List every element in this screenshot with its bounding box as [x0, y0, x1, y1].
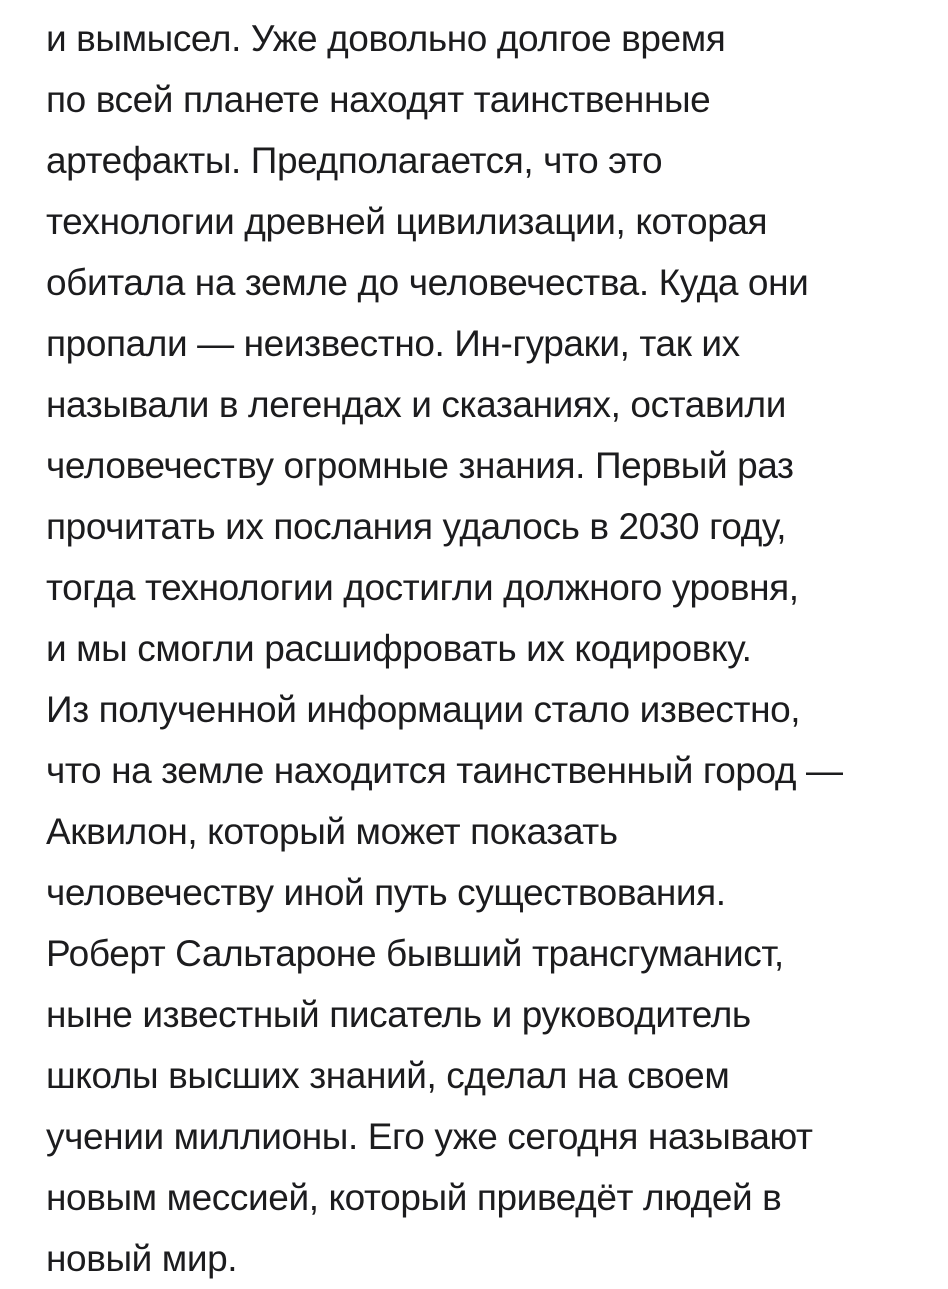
text-line: и вымысел. Уже довольно долгое время: [46, 18, 726, 59]
text-line: по всей планете находят таинственные: [46, 79, 711, 120]
text-line: тогда технологии достигли должного уровня,: [46, 567, 799, 608]
text-line: ныне известный писатель и руководитель: [46, 994, 751, 1035]
text-line: прочитать их послания удалось в 2030 году,: [46, 506, 787, 547]
text-line: Аквилон, который может показать: [46, 811, 618, 852]
text-line: человечеству огромные знания. Первый раз: [46, 445, 794, 486]
text-line: и мы смогли расшифровать их кодировку.: [46, 628, 752, 669]
text-line: артефакты. Предполагается, что это: [46, 140, 663, 181]
text-line: Роберт Сальтароне бывший трансгуманист,: [46, 933, 784, 974]
text-line: пропали — неизвестно. Ин-гураки, так их: [46, 323, 740, 364]
text-line: учении миллионы. Его уже сегодня называют: [46, 1116, 813, 1157]
text-line: называли в легендах и сказаниях, оставили: [46, 384, 786, 425]
text-line: новый мир.: [46, 1238, 238, 1279]
text-line: человечеству иной путь существования.: [46, 872, 726, 913]
article-text: [46, 8, 926, 1289]
text-line: Из полученной информации стало известно,: [46, 689, 801, 730]
text-line: школы высших знаний, сделал на своем: [46, 1055, 730, 1096]
text-line: новым мессией, который приведёт людей в: [46, 1177, 782, 1218]
text-line: технологии древней цивилизации, которая: [46, 201, 768, 242]
text-line: обитала на земле до человечества. Куда они: [46, 262, 809, 303]
text-line: что на земле находится таинственный город —: [46, 750, 843, 791]
